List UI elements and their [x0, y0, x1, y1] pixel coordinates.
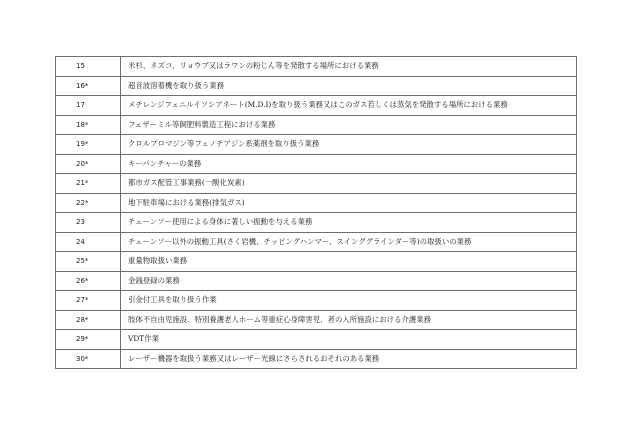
row-description: 地下駐車場における業務(排気ガス) [121, 193, 577, 213]
row-description: メチレンジフェニルイソシアネート(M.D.I)を取り扱う業務又はこのガス若しくは蒸気を発散する場所における業務 [121, 96, 577, 116]
row-number: 22* [56, 193, 121, 213]
table-row [56, 213, 577, 233]
row-number: 23 [56, 213, 121, 233]
table-row [56, 154, 577, 174]
row-number: 17 [56, 96, 121, 116]
table-row [56, 349, 577, 369]
row-description: 超音波溶着機を取り扱う業務 [121, 76, 577, 96]
row-number: 24 [56, 232, 121, 252]
row-number: 19* [56, 135, 121, 155]
row-number: 16* [56, 76, 121, 96]
row-description: 金銭登録の業務 [121, 271, 577, 291]
row-description: レーザー機器を取扱う業務又はレーザー光線にさらされるおそれのある業務 [121, 349, 577, 369]
table-row [56, 271, 577, 291]
table-row [56, 291, 577, 311]
table-row [56, 232, 577, 252]
row-number: 15 [56, 57, 121, 77]
row-description: キーパンチャーの業務 [121, 154, 577, 174]
row-number: 18* [56, 115, 121, 135]
row-number: 30* [56, 349, 121, 369]
table-row [56, 330, 577, 350]
row-number: 21* [56, 174, 121, 194]
table-body [56, 57, 577, 369]
row-description: 都市ガス配管工事業務(一酸化炭素) [121, 174, 577, 194]
table-row [56, 174, 577, 194]
table-row [56, 252, 577, 272]
table-row [56, 193, 577, 213]
row-description: 引金付工具を取り扱う作業 [121, 291, 577, 311]
table-row [56, 96, 577, 116]
row-description: VDT作業 [121, 330, 577, 350]
row-number: 28* [56, 310, 121, 330]
row-number: 29* [56, 330, 121, 350]
row-number: 20* [56, 154, 121, 174]
row-number: 27* [56, 291, 121, 311]
row-description: チェーンソー以外の振動工具(さく岩機、チッピングハンマー、スインググラインダー等)の取扱いの業務 [121, 232, 577, 252]
table-row [56, 76, 577, 96]
row-number: 25* [56, 252, 121, 272]
row-number: 26* [56, 271, 121, 291]
row-description: 重量物取扱い業務 [121, 252, 577, 272]
row-description: 米杉、ネズコ、リョウブ又はラワンの粉じん等を発散する場所における業務 [121, 57, 577, 77]
row-description: チェーンソー使用による身体に著しい振動を与える業務 [121, 213, 577, 233]
table-row [56, 115, 577, 135]
table-row [56, 310, 577, 330]
table-row [56, 135, 577, 155]
hazardous-work-table [55, 56, 577, 369]
table-row [56, 57, 577, 77]
row-description: クロルプロマジン等フェノチアジン系薬剤を取り扱う業務 [121, 135, 577, 155]
row-description: 肢体不自由児施設、特別養護老人ホーム等重症心身障害児、者の入所施設における介護業務 [121, 310, 577, 330]
row-description: フェザーミル等飼肥料製造工程における業務 [121, 115, 577, 135]
